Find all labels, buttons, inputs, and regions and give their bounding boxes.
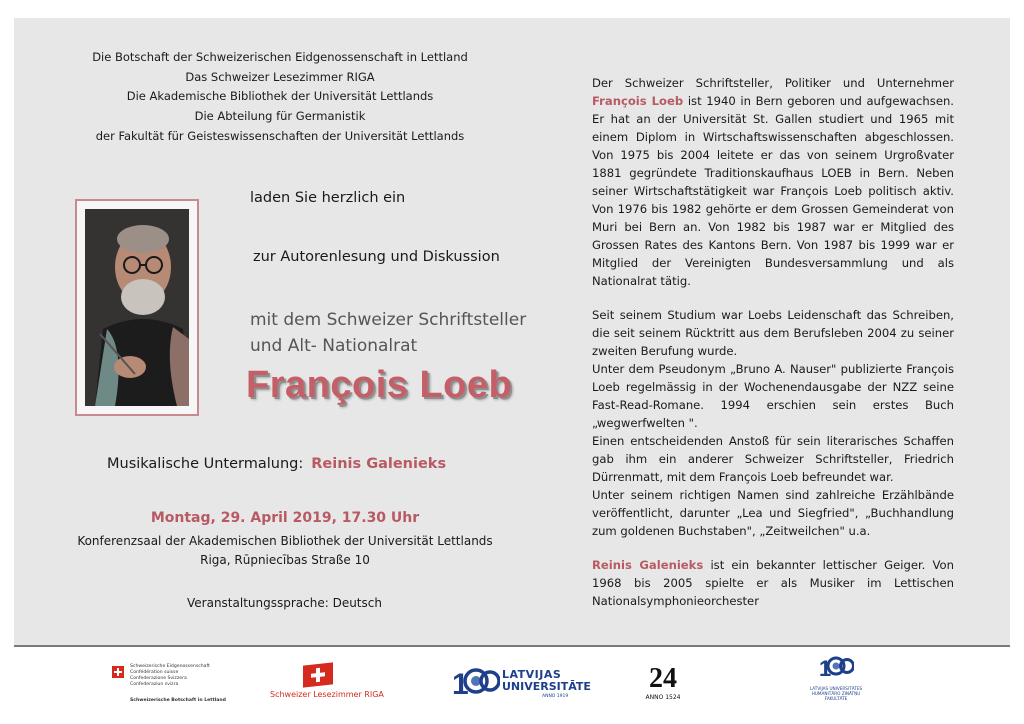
- bio-paragraph: Unter seinem richtigen Namen sind zahlreiche Erzählbände veröffentlicht, darunter „Lea und Siegfried", „Buchhandlung zum goldenen Buchstaben", „Zeitweilchen" u.a.: [592, 488, 954, 538]
- bio-paragraph: Unter dem Pseudonym „Bruno A. Nauser" publizierte François Loeb regelmässig in der Wochenendausgabe der NZZ seine Fast-Read-Romane. 1994 erschien sein erstes Buch „wegwerfwelten ".: [592, 362, 954, 430]
- author-photo: [85, 209, 189, 406]
- invite-line: laden Sie herzlich ein: [250, 190, 406, 206]
- lu-name-line2: UNIVERSITĀTE: [502, 680, 591, 693]
- lu-anno: ANNO 1919: [542, 694, 569, 699]
- lesezimmer-logo: [270, 664, 384, 704]
- invite-line: zur Autorenlesung und Diskussion: [253, 249, 500, 265]
- biography: [592, 74, 954, 610]
- bio-paragraph: Einen entscheidenden Anstoß für sein literarisches Schaffen gab ihm ein anderer Schweizer Schriftsteller, Friedrich Dürrenmatt, mit dem François Loeb befreundet war.: [592, 434, 954, 484]
- music-label: Musikalische Untermalung:: [107, 456, 304, 472]
- host-line: Die Botschaft der Schweizerischen Eidgenossenschaft in Lettland: [92, 50, 468, 64]
- host-line: Die Akademische Bibliothek der Universität Lettlands: [126, 89, 434, 104]
- event-language: Veranstaltungssprache: Deutsch: [187, 596, 382, 610]
- svg-text:1: 1: [819, 656, 832, 681]
- logo-text: Schweizerische Eidgenossenschaft: [130, 664, 210, 669]
- venue-line: Konferenzsaal der Akademischen Bibliothek der Universität Lettlands: [77, 534, 493, 548]
- bio-text: ist 1940 in Bern geboren und aufgewachsen. Er hat an der Universität St. Gallen studiert und 1965 mit einem Diplom in Wirtschaftswissenschaften abgeschlossen. Von 1975 bis 2004 leitete er das von seinem Urgroßvater 1881 gegründete Traditionskaufhaus LOEB in Bern. Neben seiner Wirtschaftstätigkeit war François Loeb politisch aktiv. Von 1976 bis 1982 gehörte er dem Grossen Gemeinderat von Muri bei Bern an. Von 1982 bis 1987 war er Mitglied des Grossen Rates des Kantons Bern. Von 1987 bis 1999 war er Mitglied der Vereinigten Bundesversammlung und als Nationalrat tätig.: [592, 94, 954, 288]
- library-mark: 24: [649, 663, 677, 694]
- invite-line: mit dem Schweizer Schriftsteller: [250, 310, 527, 330]
- embassy-label: Schweizerische Botschaft in Lettland: [130, 698, 226, 703]
- academic-library-logo: [645, 664, 681, 702]
- event-venue: [60, 532, 510, 570]
- music-line: [107, 456, 446, 472]
- bio-paragraph: [592, 556, 954, 610]
- bio-text: Der Schweizer Schriftsteller, Politiker und Unternehmer: [592, 76, 954, 90]
- university-latvia-logo: [452, 664, 591, 704]
- confederation-names: [130, 664, 210, 688]
- host-line: Die Abteilung für Germanistik: [194, 109, 366, 124]
- host-line: Das Schweizer Lesezimmer RIGA: [185, 69, 375, 84]
- host-line: der Fakultät für Geisteswissenschaften der Universität Lettlands: [95, 128, 465, 143]
- hosts-block: [60, 48, 500, 147]
- swiss-cross-icon: [112, 666, 124, 678]
- bio-author-name: François Loeb: [592, 94, 684, 108]
- invite-line: und Alt- Nationalrat: [250, 336, 418, 356]
- bio-musician-name: Reinis Galenieks: [592, 558, 704, 572]
- lesezimmer-label: Schweizer Lesezimmer RIGA: [270, 690, 384, 699]
- event-date: Montag, 29. April 2019, 17.30 Uhr: [150, 510, 420, 526]
- lu-name-line1: LATVIJAS: [502, 668, 562, 681]
- footer-divider: [14, 645, 1010, 647]
- svg-text:1: 1: [452, 668, 469, 698]
- musician-name: Reinis Galenieks: [311, 456, 447, 472]
- logo-text: Confédération suisse: [130, 670, 179, 675]
- bio-paragraph: [592, 74, 954, 290]
- bio-paragraph: Seit seinem Studium war Loebs Leidenschaft das Schreiben, die seit seinem Rücktritt aus dem Berufsleben 2004 zu seiner zweiten Berufung wurde.: [592, 308, 954, 358]
- venue-address: Riga, Rūpniecības Straße 10: [200, 553, 370, 567]
- logo-text: Confederazione Svizzera: [130, 676, 187, 681]
- library-anno: ANNO 1524: [645, 694, 681, 701]
- faculty-label: LATVIJAS UNIVERSITĀTES HUMANITĀRO ZINĀTŅU FAKULTĀTE: [809, 686, 863, 701]
- author-photo-frame: [75, 199, 199, 416]
- swiss-flag-icon: [303, 662, 333, 687]
- faculty-100-icon: [818, 652, 854, 682]
- logo-text: Confederaziun svizra: [130, 682, 179, 687]
- lu-100-icon: [452, 664, 500, 698]
- swiss-confederation-logo: [112, 664, 242, 708]
- author-name: François Loeb: [246, 364, 513, 406]
- faculty-humanities-logo: [806, 652, 866, 712]
- bio-text: ist ein bekannter lettischer Geiger. Von 1968 bis 2005 spielte er als Musiker im Lettischen Nationalsymphonieorchester: [592, 558, 954, 608]
